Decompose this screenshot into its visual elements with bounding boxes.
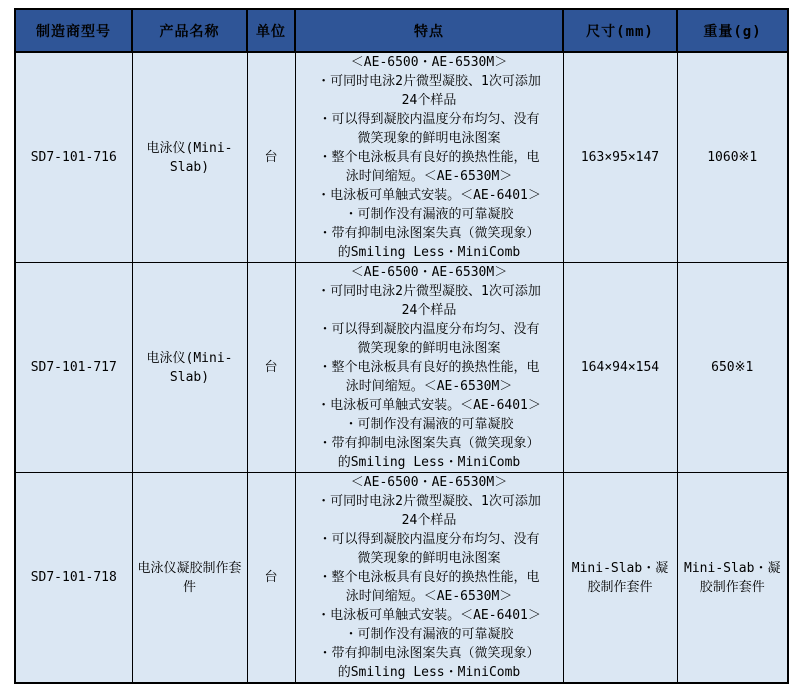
feature-line: 24个样品 <box>401 93 457 108</box>
cell-unit: 台 <box>247 52 295 263</box>
feature-line: 24个样品 <box>401 513 457 528</box>
cell-model: SD7-101-717 <box>15 263 132 473</box>
feature-line: 的Smiling Less・MiniComb <box>337 665 521 680</box>
header-row <box>15 9 788 52</box>
header-cell-product: 产品名称 <box>132 9 247 52</box>
feature-line: 微笑现象的鲜明电泳图案 <box>357 341 501 356</box>
product-spec-table <box>14 8 789 684</box>
cell-weight: Mini-Slab・凝胶制作套件 <box>677 473 788 684</box>
cell-features <box>295 473 563 684</box>
feature-line: ・整个电泳板具有良好的换热性能，电 <box>318 360 540 375</box>
feature-line: ＜AE-6500・AE-6530M＞ <box>350 55 508 70</box>
feature-line: ・可同时电泳2片微型凝胶、1次可添加 <box>317 494 541 509</box>
feature-line: ・带有抑制电泳图案失真（微笑现象） <box>318 436 540 451</box>
feature-line: 24个样品 <box>401 303 457 318</box>
cell-product: 电泳仪(Mini-Slab) <box>132 52 247 263</box>
header-cell-features: 特点 <box>295 9 563 52</box>
feature-line: ・带有抑制电泳图案失真（微笑现象） <box>318 226 540 241</box>
cell-model: SD7-101-716 <box>15 52 132 263</box>
feature-line: ・电泳板可单触式安装。＜AE-6401＞ <box>317 398 541 413</box>
feature-line: 微笑现象的鲜明电泳图案 <box>357 551 501 566</box>
feature-line: ・可以得到凝胶内温度分布均匀、没有 <box>318 532 540 547</box>
feature-line: 的Smiling Less・MiniComb <box>337 455 521 470</box>
cell-product: 电泳仪(Mini-Slab) <box>132 263 247 473</box>
header-cell-model: 制造商型号 <box>15 9 132 52</box>
cell-unit: 台 <box>247 473 295 684</box>
cell-weight: 1060※1 <box>677 52 788 263</box>
cell-features <box>295 263 563 473</box>
feature-line: 泳时间缩短。＜AE-6530M＞ <box>345 379 513 394</box>
header-cell-weight: 重量(g) <box>677 9 788 52</box>
feature-line: ・整个电泳板具有良好的换热性能，电 <box>318 570 540 585</box>
feature-line: ・电泳板可单触式安装。＜AE-6401＞ <box>317 188 541 203</box>
cell-size: Mini-Slab・凝胶制作套件 <box>563 473 677 684</box>
feature-line: ・可以得到凝胶内温度分布均匀、没有 <box>318 112 540 127</box>
feature-line: ・可制作没有漏液的可靠凝胶 <box>344 207 514 222</box>
feature-line: ・可同时电泳2片微型凝胶、1次可添加 <box>317 284 541 299</box>
cell-product: 电泳仪凝胶制作套件 <box>132 473 247 684</box>
feature-line: ・可以得到凝胶内温度分布均匀、没有 <box>318 322 540 337</box>
table-row <box>15 473 788 684</box>
header-cell-unit: 单位 <box>247 9 295 52</box>
table-row <box>15 52 788 263</box>
cell-size: 163×95×147 <box>563 52 677 263</box>
feature-line: ・可制作没有漏液的可靠凝胶 <box>344 627 514 642</box>
feature-line: ・可同时电泳2片微型凝胶、1次可添加 <box>317 74 541 89</box>
feature-line: ・带有抑制电泳图案失真（微笑现象） <box>318 646 540 661</box>
feature-line: 泳时间缩短。＜AE-6530M＞ <box>345 589 513 604</box>
cell-unit: 台 <box>247 263 295 473</box>
cell-features <box>295 52 563 263</box>
feature-line: ・整个电泳板具有良好的换热性能，电 <box>318 150 540 165</box>
feature-line: 的Smiling Less・MiniComb <box>337 245 521 260</box>
cell-weight: 650※1 <box>677 263 788 473</box>
feature-line: 微笑现象的鲜明电泳图案 <box>357 131 501 146</box>
cell-model: SD7-101-718 <box>15 473 132 684</box>
feature-line: 泳时间缩短。＜AE-6530M＞ <box>345 169 513 184</box>
feature-line: ・可制作没有漏液的可靠凝胶 <box>344 417 514 432</box>
feature-line: ・电泳板可单触式安装。＜AE-6401＞ <box>317 608 541 623</box>
feature-line: ＜AE-6500・AE-6530M＞ <box>350 265 508 280</box>
table-row <box>15 263 788 473</box>
cell-size: 164×94×154 <box>563 263 677 473</box>
header-cell-size: 尺寸(mm) <box>563 9 677 52</box>
feature-line: ＜AE-6500・AE-6530M＞ <box>350 475 508 490</box>
